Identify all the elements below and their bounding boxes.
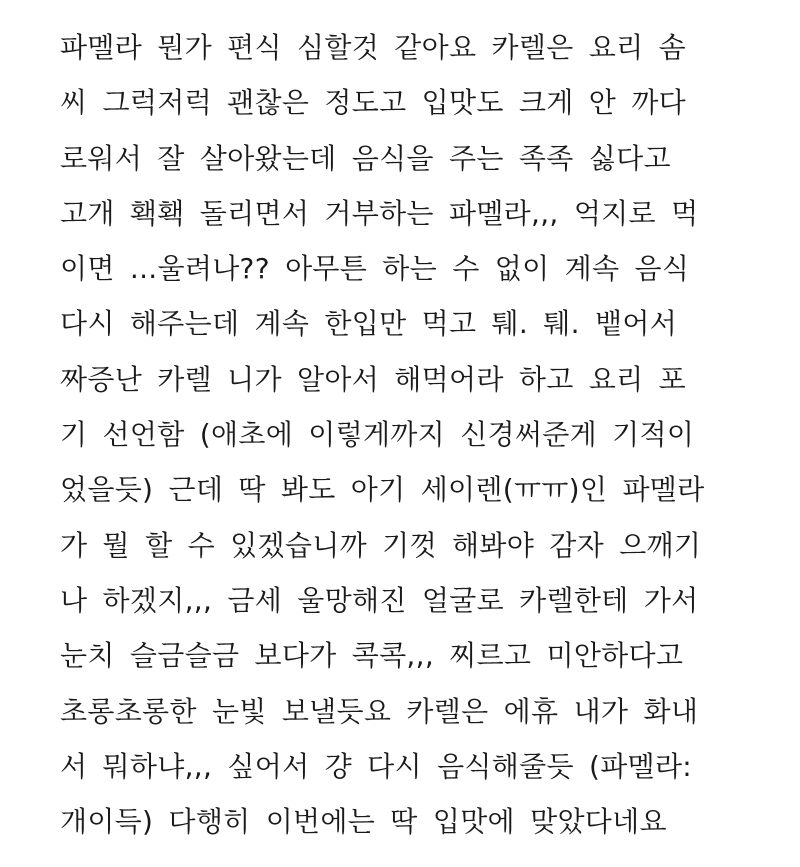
post-line-8: 기 선언함 (애초에 이렇게까지 신경써준게 기적이 xyxy=(60,418,695,452)
post-line-9: 었을듯) 근데 딱 봐도 아기 세이렌(ㅠㅠ)인 파멜라 xyxy=(60,473,705,507)
post-line-1: 파멜라 뭔가 편식 심할것 같아요 카렐은 요리 솜 xyxy=(60,31,687,64)
post-line-3: 로워서 잘 살아왔는데 음식을 주는 족족 싫다고 xyxy=(60,141,671,175)
post-body xyxy=(60,20,740,849)
post-line-14: 서 뭐하냐,,, 싶어서 걍 다시 음식해줄듯 (파멜라: xyxy=(60,749,693,783)
post-line-12: 눈치 슬금슬금 보다가 콕콕,,, 찌르고 미안하다고 xyxy=(60,639,684,673)
post-line-11: 나 하겠지,,, 금세 울망해진 얼굴로 카렐한테 가서 xyxy=(60,583,699,617)
post-line-7: 짜증난 카렐 니가 알아서 해먹어라 하고 요리 포 xyxy=(60,362,687,396)
post-line-6: 다시 해주는데 계속 한입만 먹고 퉤. 퉤. 뱉어서 xyxy=(60,307,678,341)
post-line-13: 초롱초롱한 눈빛 보낼듯요 카렐은 에휴 내가 화내 xyxy=(60,694,699,728)
post-line-4: 고개 홱홱 돌리면서 거부하는 파멜라,,, 억지로 먹 xyxy=(60,196,699,230)
post-line-2: 씨 그럭저럭 괜찮은 정도고 입맛도 크게 안 까다 xyxy=(60,86,687,120)
post-line-10: 가 뭘 할 수 있겠습니까 기껏 해봐야 감자 으깨기 xyxy=(60,528,702,562)
post-line-5: 이면 ...울려나?? 아무튼 하는 수 없이 계속 음식 xyxy=(60,252,690,286)
post-line-15: 개이득) 다행히 이번에는 딱 입맛에 맞았다네요 xyxy=(60,805,667,839)
